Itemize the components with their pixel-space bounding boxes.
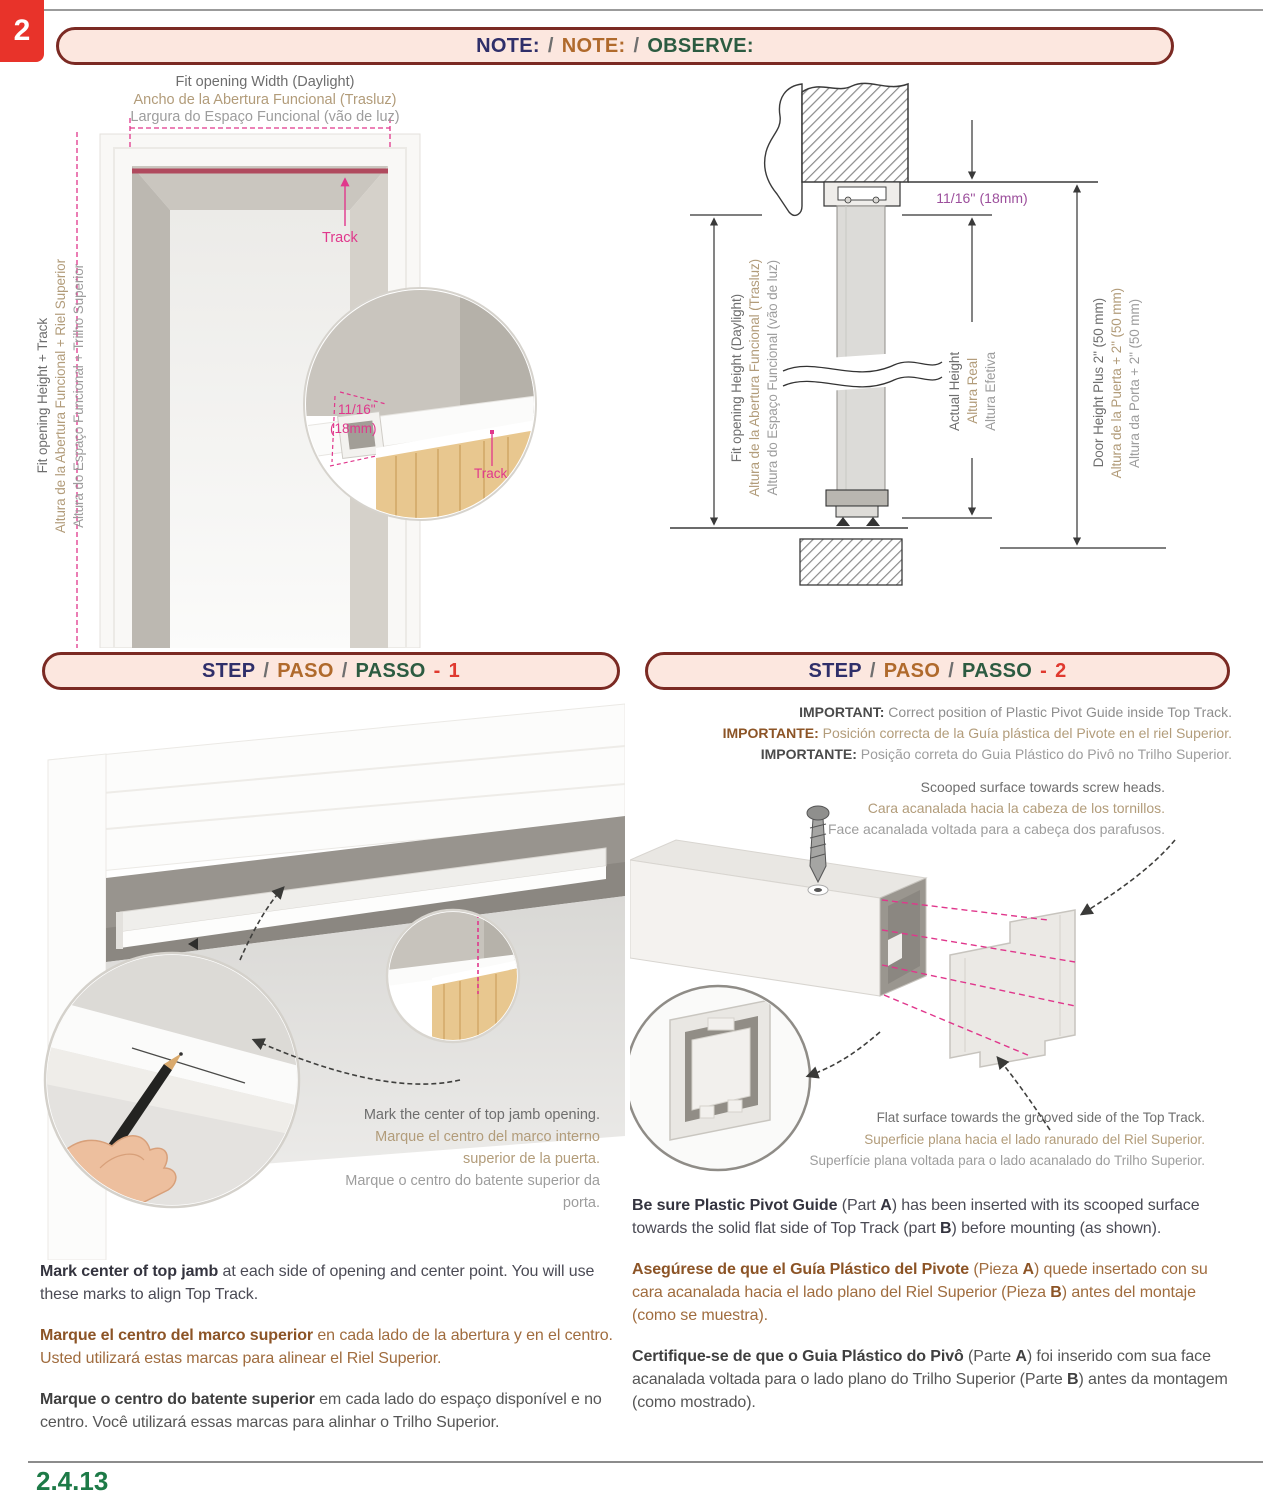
- header-cross-section: [802, 83, 908, 182]
- height-labels: [34, 162, 86, 630]
- step1-dash: -: [433, 659, 441, 682]
- step1-caption-es: Marque el centro del marco interno superior de la puerta.: [375, 1129, 600, 1167]
- door-height-label-pt: Altura da Porta + 2" (50 mm): [1126, 298, 1142, 468]
- note-separator: /: [633, 34, 640, 57]
- door-panel: [783, 206, 942, 490]
- note-separator: /: [547, 34, 554, 57]
- note-label-en: NOTE:: [476, 34, 540, 57]
- actual-height-label-es: Altura Real: [964, 358, 980, 424]
- step2-instructions: [632, 1194, 1232, 1432]
- important-en: IMPORTANT: Correct position of Plastic Pivot Guide inside Top Track.: [799, 704, 1232, 720]
- door-height-labels: [1088, 238, 1144, 528]
- step2-paragraph-es: Asegúrese de que el Guía Plástico del Pivote (Pieza A) quede insertado con su cara acanalada hacia el lado plano del Riel Superior (Pieza B) antes del montaje (como se muestra).: [632, 1261, 1208, 1324]
- pointer-arrow-inset: [808, 1032, 880, 1076]
- top-track-part-b: [630, 840, 926, 996]
- height-label-es: Altura de la Abertura Funcional + Riel Superior: [52, 258, 68, 534]
- step1-number: 1: [448, 659, 460, 682]
- opening-height-labels: [728, 228, 780, 528]
- step1-separator: /: [341, 659, 348, 682]
- step2-dash: -: [1040, 659, 1048, 682]
- inset-dim-mm: (18mm): [330, 421, 377, 436]
- important-pt: IMPORTANTE: Posição correta do Guia Plástico do Pivô no Trilho Superior.: [760, 746, 1232, 762]
- flat-surface-caption: [755, 1107, 1205, 1172]
- step1-label-pt: PASSO: [355, 659, 426, 682]
- step2-label-es: PASO: [883, 659, 941, 682]
- step1-separator: /: [263, 659, 270, 682]
- jamb-profile: [765, 84, 802, 215]
- step1-instructions: [40, 1260, 620, 1452]
- bottom-rule: [28, 1461, 1263, 1463]
- step1-label-en: STEP: [201, 659, 256, 682]
- step1-caption-pt: Marque o centro do batente superior da porta.: [345, 1173, 600, 1211]
- page-code: 2.4.13: [36, 1466, 109, 1496]
- width-label-pt: Largura do Espaço Funcional (vão de luz): [130, 109, 400, 125]
- width-label-es: Ancho de la Abertura Funcional (Trasluz): [133, 91, 397, 108]
- track-gap-dimension: 11/16'' (18mm): [936, 190, 1028, 206]
- actual-height-label-en: Actual Height: [946, 351, 962, 431]
- actual-height-label-pt: Altura Efetiva: [982, 351, 998, 431]
- bottom-pivot-section: [826, 490, 888, 526]
- actual-height-labels: [946, 328, 998, 454]
- step2-label-en: STEP: [808, 659, 862, 682]
- top-rule: [44, 9, 1263, 11]
- flat-caption-en: Flat surface towards the grooved side of the Top Track.: [876, 1110, 1205, 1125]
- flat-caption-es: Superficie plana hacia el lado ranurado del Riel Superior.: [864, 1131, 1205, 1147]
- opening-height-label-en: Fit opening Height (Daylight): [728, 293, 744, 463]
- step1-caption-en: Mark the center of top jamb opening.: [363, 1107, 600, 1123]
- scooped-caption-en: Scooped surface towards screw heads.: [920, 779, 1165, 795]
- width-labels: [80, 74, 450, 127]
- door-height-label-en: Door Height Plus 2" (50 mm): [1090, 298, 1106, 468]
- step2-separator: /: [869, 659, 876, 682]
- floor-cross-section: [800, 539, 902, 585]
- scooped-caption-pt: Face acanalada voltada para a cabeça dos parafusos.: [827, 821, 1165, 837]
- step1-paragraph-en: Mark center of top jamb at each side of opening and center point. You will use these marks to align Top Track.: [40, 1263, 595, 1303]
- page-number-badge: 2: [0, 0, 44, 62]
- inset-dim-inches: 11/16": [338, 402, 376, 417]
- pivot-guide-part-a: [950, 910, 1075, 1067]
- pointer-arrow-scooped: [1082, 840, 1175, 914]
- important-es: IMPORTANTE: Posición correcta de la Guía plástica del Pivote en el riel Superior.: [722, 725, 1232, 741]
- step1-paragraph-pt: Marque o centro do batente superior em cada lado do espaço disponível e no centro. Você utilizará essas marcas para alinhar o Trilho Superior.: [40, 1391, 602, 1431]
- step2-banner: [645, 652, 1230, 690]
- step2-number: 2: [1055, 659, 1067, 682]
- note-banner: [56, 27, 1174, 65]
- door-opening-diagram: [34, 74, 625, 648]
- opening-height-label-pt: Altura do Espaço Funcional (vão de luz): [764, 260, 780, 496]
- corner-detail-inset: [387, 908, 519, 1042]
- door-opening-illustration: [40, 74, 625, 648]
- height-label-en: Fit opening Height + Track: [34, 318, 50, 474]
- section-diagram: [650, 78, 1250, 648]
- step1-paragraph-es: Marque el centro del marco superior en cada lado de la abertura y en el centro. Usted utilizará estas marcas para alinear el Riel Superior.: [40, 1327, 613, 1367]
- opening-height-label-es: Altura de la Abertura Funcional (Trasluz): [746, 259, 762, 497]
- track-label: Track: [322, 230, 358, 246]
- door-height-label-es: Altura de la Puerta + 2" (50 mm): [1108, 287, 1124, 479]
- step2-separator: /: [948, 659, 955, 682]
- top-track-section: [824, 182, 900, 206]
- note-label-pt: OBSERVE:: [647, 34, 754, 57]
- note-label-es: NOTE:: [561, 34, 626, 57]
- step2-label-pt: PASSO: [962, 659, 1033, 682]
- height-label-pt: Altura do Espaço Funcional + Trilho Superior: [70, 264, 86, 528]
- step2-paragraph-pt: Certifique-se de que o Guia Plástico do Pivô (Parte A) foi inserido com sua face acanalada voltada para o lado plano do Trilho Superior (Parte B) antes da montagem (como mostrado).: [632, 1348, 1228, 1411]
- inset-track-label: Track: [474, 466, 508, 481]
- width-label-en: Fit opening Width (Daylight): [175, 74, 355, 90]
- flat-caption-pt: Superfície plana voltada para o lado acanalado do Trilho Superior.: [809, 1153, 1205, 1168]
- scooped-caption-es: Cara acanalada hacia la cabeza de los tornillos.: [867, 800, 1165, 816]
- step2-paragraph-en: Be sure Plastic Pivot Guide (Part A) has been inserted with its scooped surface towards the solid flat side of Top Track (part B) before mounting (as shown).: [632, 1197, 1200, 1237]
- step2-important-note: [632, 702, 1232, 765]
- step1-label-es: PASO: [277, 659, 334, 682]
- step1-caption: [335, 1104, 600, 1214]
- step1-banner: [42, 652, 620, 690]
